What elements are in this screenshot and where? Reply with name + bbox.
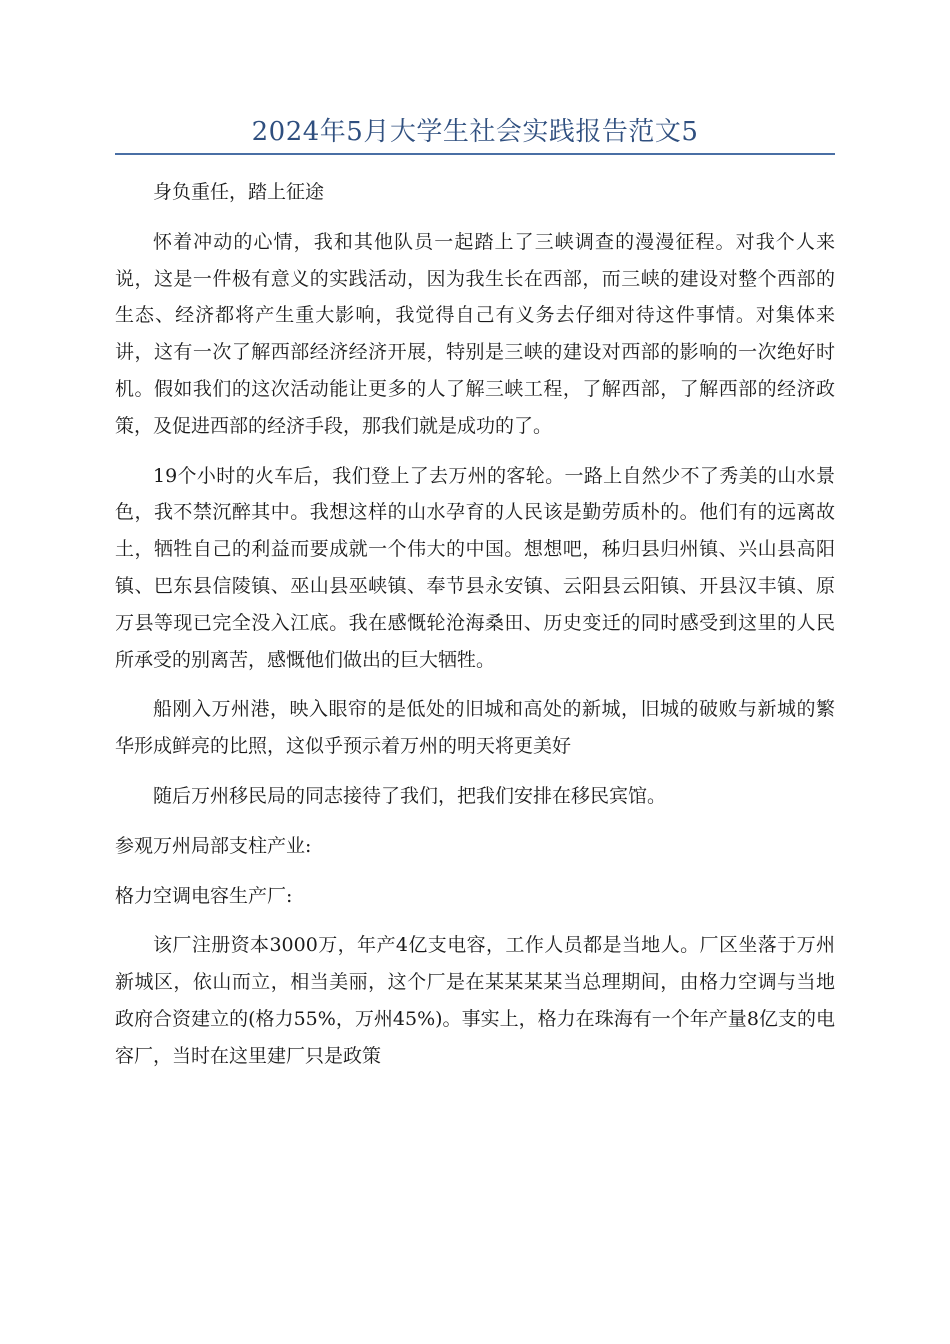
paragraph-reception: 随后万州移民局的同志接待了我们，把我们安排在移民宾馆。 xyxy=(153,784,667,807)
paragraph-motivation: 怀着冲动的心情，我和其他队员一起踏上了三峡调查的漫漫征程。对我个人来说，这是一件极有意义的实践活动，因为我生长在西部，而三峡的建设对整个西部的生态、经济都将产生重大影响，我觉得自己有义务去仔细对待这件事情。对集体来讲，这有一次了解西部经济经济开展，特别是三峡的建设对西部的影响的一次绝好时机。假如我们的这次活动能让更多的人了解三峡工程，了解西部，了解西部的经济政策，及促进西部的经济手段，那我们就是成功的了。 xyxy=(115,230,835,437)
section-heading-industries: 参观万州局部支柱产业: xyxy=(115,834,312,857)
paragraph-gree-factory: 该厂注册资本3000万，年产4亿支电容，工作人员都是当地人。厂区坐落于万州新城区，依山而立，相当美丽，这个厂是在某某某某当总理期间，由格力空调与当地政府合资建立的(格力55%，万州45%)。事实上，格力在珠海有一个年产量8亿支的电容厂，当时在这里建厂只是政策 xyxy=(115,934,835,1067)
title-underline xyxy=(115,153,835,155)
section-heading-journey: 身负重任，踏上征途 xyxy=(153,181,325,203)
document-body xyxy=(115,174,835,1088)
document-title: 2024年5月大学生社会实践报告范文5 xyxy=(251,117,699,147)
paragraph-voyage: 19个小时的火车后，我们登上了去万州的客轮。一路上自然少不了秀美的山水景色，我不禁沉醉其中。我想这样的山水孕育的人民该是勤劳质朴的。他们有的远离故土，牺牲自己的利益而要成就一个伟大的中国。想想吧，秭归县归州镇、兴山县高阳镇、巴东县信陵镇、巫山县巫峡镇、奉节县永安镇、云阳县云阳镇、开县汉丰镇、原万县等现已完全没入江底。我在感慨轮沧海桑田、历史变迁的同时感受到这里的人民所承受的别离苦，感慨他们做出的巨大牺牲。 xyxy=(115,464,835,671)
section-heading-gree-factory: 格力空调电容生产厂: xyxy=(115,884,293,907)
paragraph-wanzhou-port: 船刚入万州港，映入眼帘的是低处的旧城和高处的新城，旧城的破败与新城的繁华形成鲜亮的比照，这似乎预示着万州的明天将更美好 xyxy=(115,698,835,758)
